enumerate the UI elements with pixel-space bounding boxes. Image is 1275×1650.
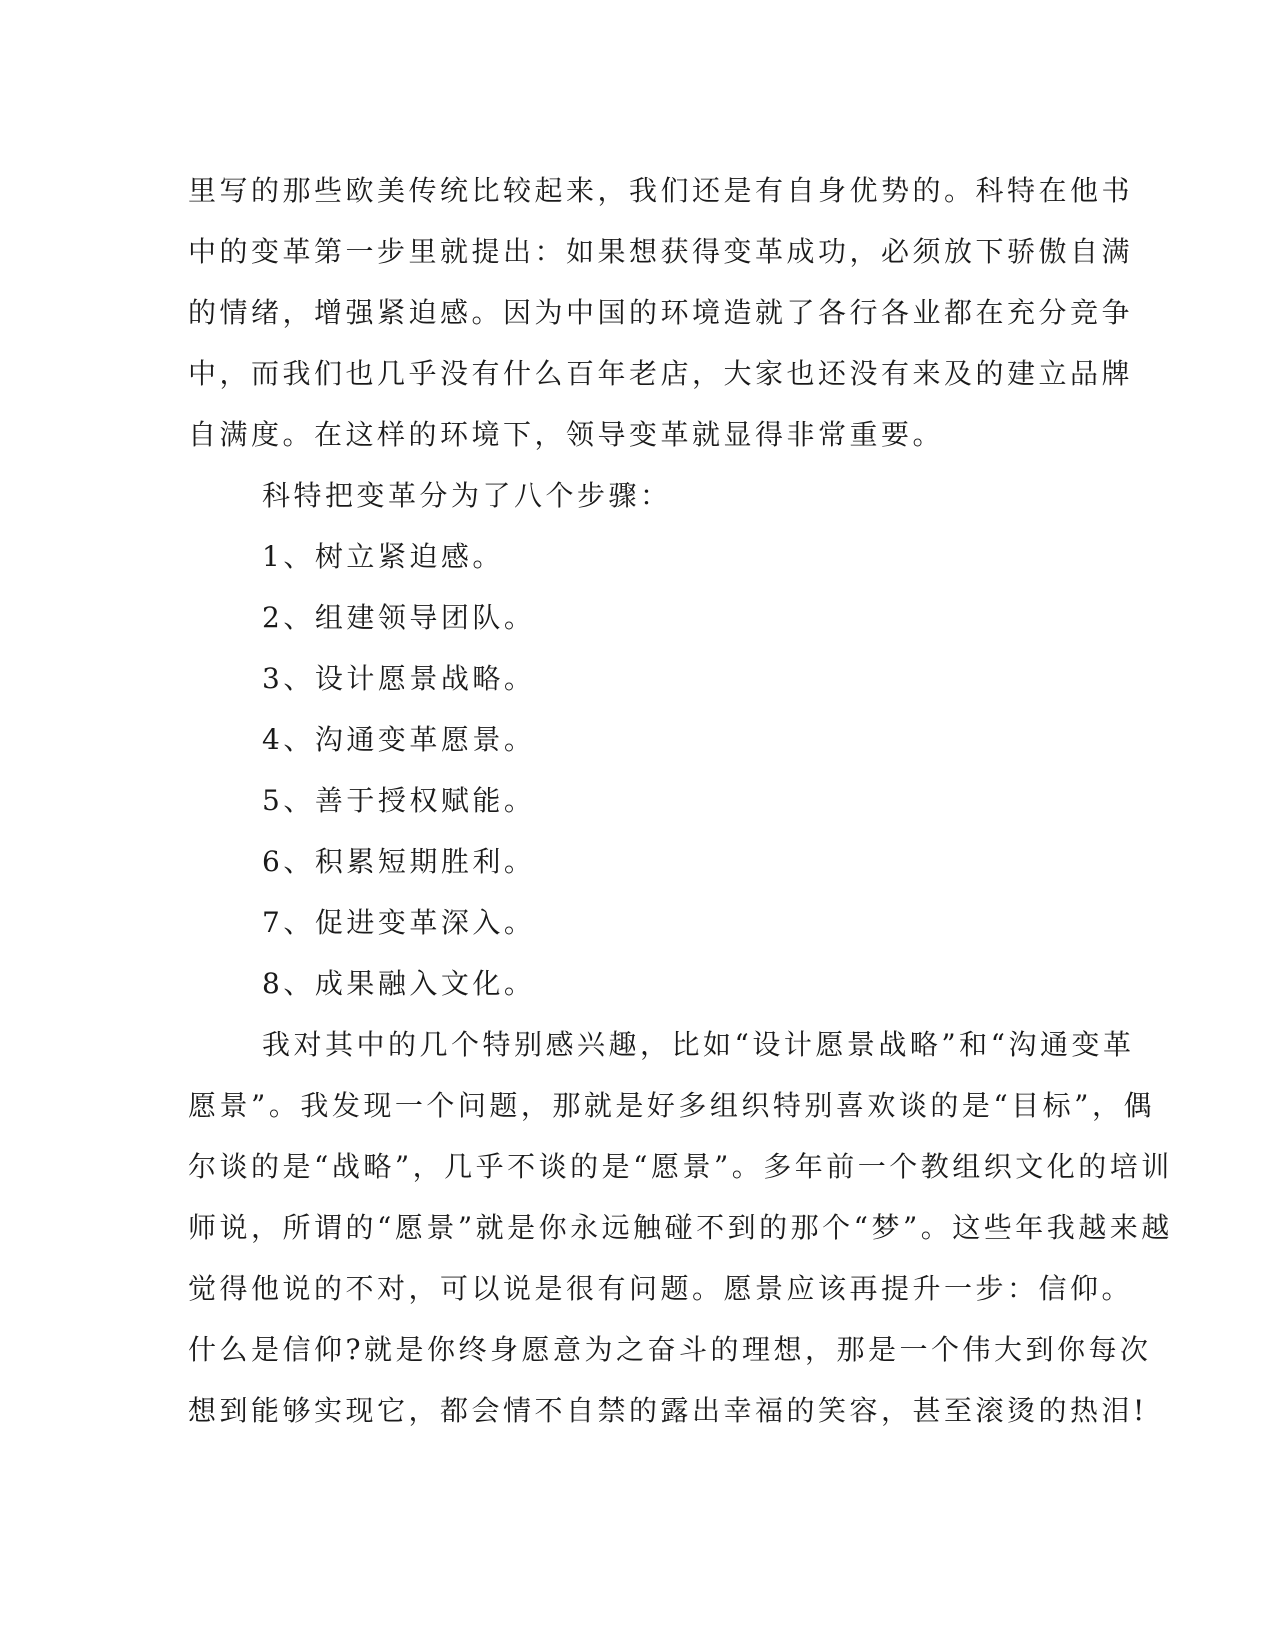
paragraph-2-line: 尔谈的是“战略”，几乎不谈的是“愿景”。多年前一个教组织文化的培训 xyxy=(188,1150,1173,1183)
paragraph-1-line: 自满度。在这样的环境下，领导变革就显得非常重要。 xyxy=(188,418,945,451)
paragraph-1-line: 里写的那些欧美传统比较起来，我们还是有自身优势的。科特在他书 xyxy=(188,174,1134,207)
paragraph-2-line: 愿景”。我发现一个问题，那就是好多组织特别喜欢谈的是“目标”，偶 xyxy=(188,1089,1155,1122)
step-item: 2、组建领导团队。 xyxy=(262,601,536,634)
step-item: 4、沟通变革愿景。 xyxy=(262,723,536,756)
paragraph-1-line: 的情绪，增强紧迫感。因为中国的环境造就了各行各业都在充分竞争 xyxy=(188,296,1134,329)
paragraph-1-line: 中，而我们也几乎没有什么百年老店，大家也还没有来及的建立品牌 xyxy=(188,357,1134,390)
step-item: 6、积累短期胜利。 xyxy=(262,845,536,878)
paragraph-2-line: 想到能够实现它，都会情不自禁的露出幸福的笑容，甚至滚烫的热泪! xyxy=(188,1394,1148,1427)
paragraph-2-line: 师说，所谓的“愿景”就是你永远触碰不到的那个“梦”。这些年我越来越 xyxy=(188,1211,1173,1244)
paragraph-2-line: 我对其中的几个特别感兴趣，比如“设计愿景战略”和“沟通变革 xyxy=(262,1028,1135,1061)
document-body xyxy=(188,160,1173,1441)
step-item: 3、设计愿景战略。 xyxy=(262,662,536,695)
step-item: 8、成果融入文化。 xyxy=(262,967,536,1000)
step-item: 7、促进变革深入。 xyxy=(262,906,536,939)
steps-intro: 科特把变革分为了八个步骤： xyxy=(262,479,672,512)
step-item: 1、树立紧迫感。 xyxy=(262,540,504,573)
step-item: 5、善于授权赋能。 xyxy=(262,784,536,817)
paragraph-2-line: 觉得他说的不对，可以说是很有问题。愿景应该再提升一步：信仰。 xyxy=(188,1272,1134,1305)
paragraph-2-line: 什么是信仰?就是你终身愿意为之奋斗的理想，那是一个伟大到你每次 xyxy=(188,1333,1152,1366)
paragraph-1-line: 中的变革第一步里就提出：如果想获得变革成功，必须放下骄傲自满 xyxy=(188,235,1134,268)
